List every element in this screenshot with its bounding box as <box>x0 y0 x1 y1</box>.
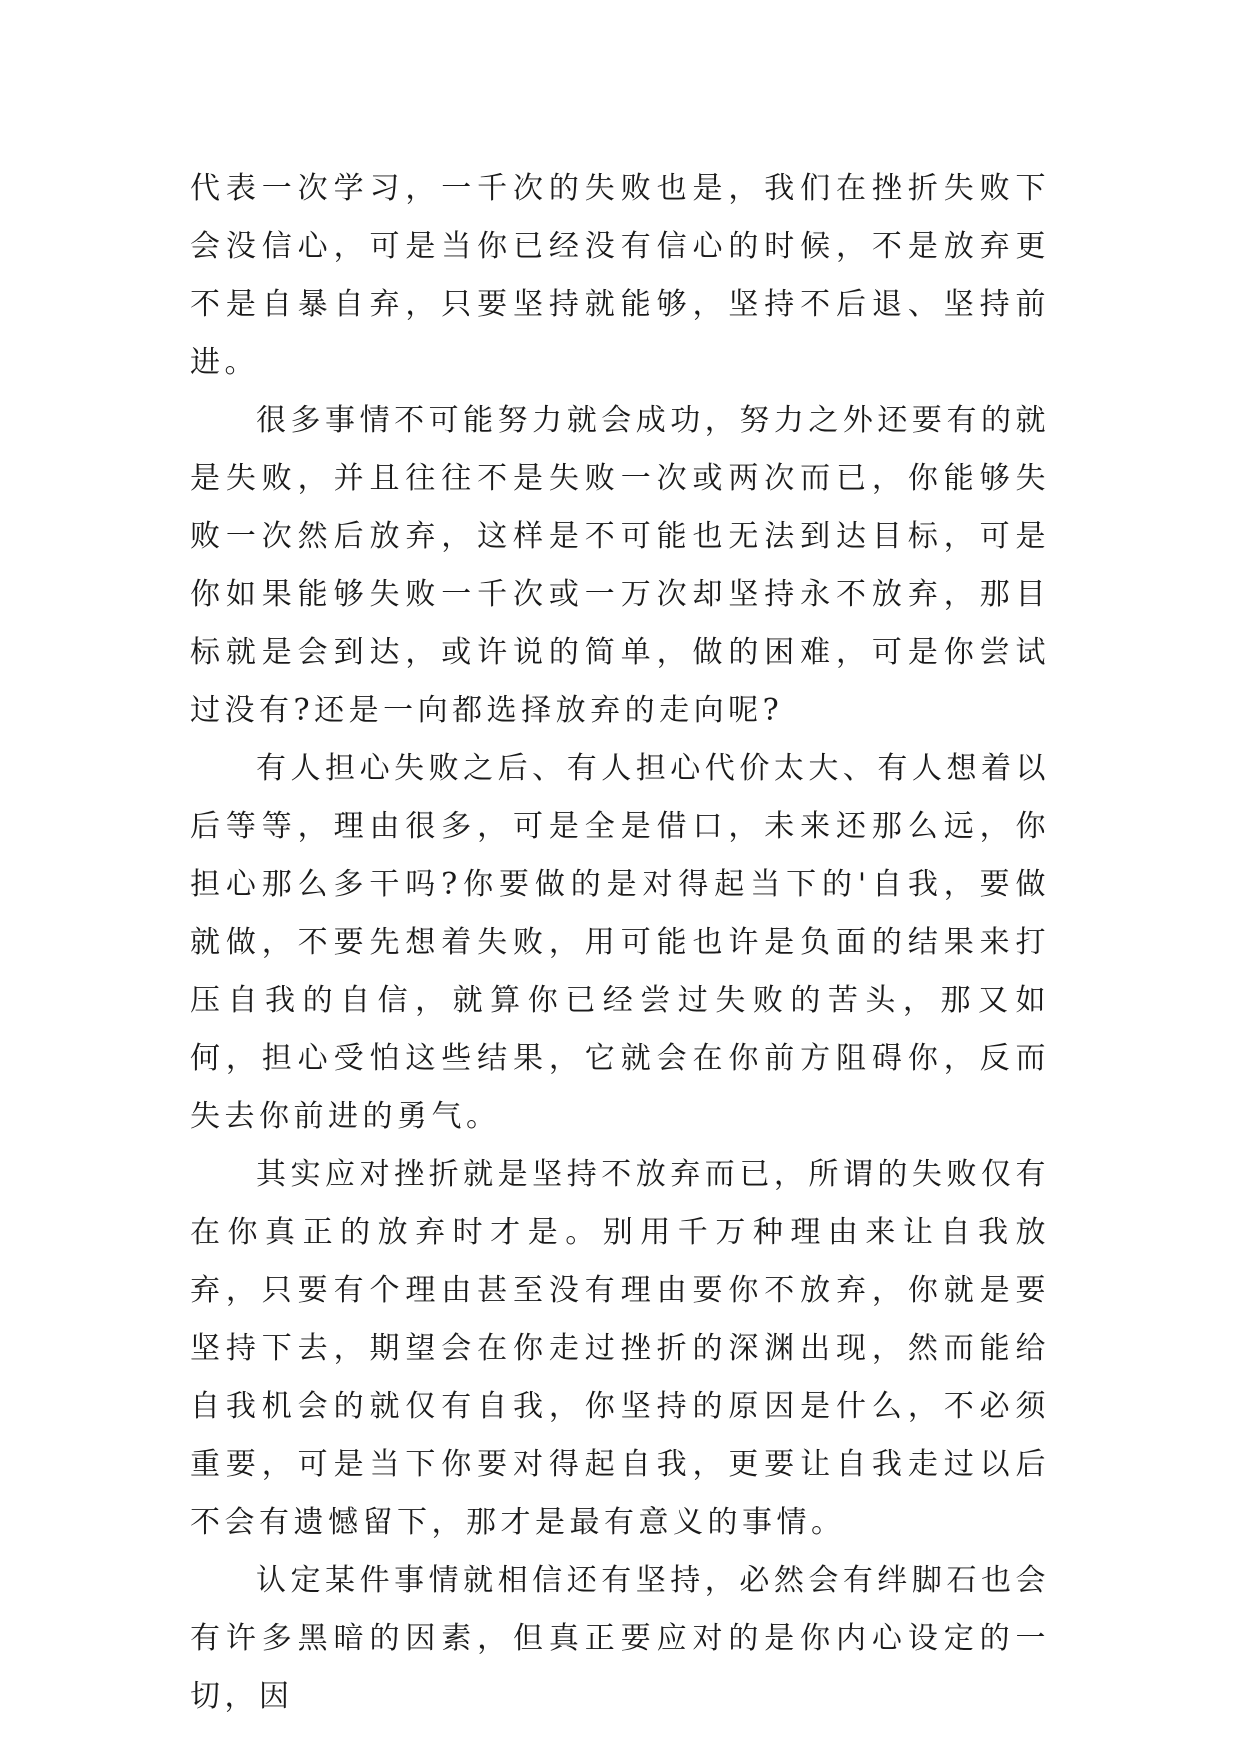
paragraph: 其实应对挫折就是坚持不放弃而已，所谓的失败仅有在你真正的放弃时才是。别用千万种理由来让自我放弃，只要有个理由甚至没有理由要你不放弃，你就是要坚持下去，期望会在你走过挫折的深渊出现，然而能给自我机会的就仅有自我，你坚持的原因是什么，不必须重要，可是当下你要对得起自我，更要让自我走过以后不会有遗憾留下，那才是最有意义的事情。 <box>190 1157 1050 1540</box>
document-body <box>190 160 1050 1726</box>
paragraph-continued: 代表一次学习，一千次的失败也是，我们在挫折失败下会没信心，可是当你已经没有信心的时候，不是放弃更不是自暴自弃，只要坚持就能够，坚持不后退、坚持前进。 <box>190 171 1050 380</box>
paragraph: 很多事情不可能努力就会成功，努力之外还要有的就是失败，并且往往不是失败一次或两次而已，你能够失败一次然后放弃，这样是不可能也无法到达目标，可是你如果能够失败一千次或一万次却坚持永不放弃，那目标就是会到达，或许说的简单，做的困难，可是你尝试过没有?还是一向都选择放弃的走向呢? <box>190 403 1050 728</box>
paragraph-truncated: 认定某件事情就相信还有坚持，必然会有绊脚石也会有许多黑暗的因素，但真正要应对的是你内心设定的一切，因 <box>190 1563 1050 1714</box>
paragraph: 有人担心失败之后、有人担心代价太大、有人想着以后等等，理由很多，可是全是借口，未来还那么远，你担心那么多干吗?你要做的是对得起当下的'自我，要做就做，不要先想着失败，用可能也许是负面的结果来打压自我的自信，就算你已经尝过失败的苦头，那又如何，担心受怕这些结果，它就会在你前方阻碍你，反而失去你前进的勇气。 <box>190 751 1050 1134</box>
